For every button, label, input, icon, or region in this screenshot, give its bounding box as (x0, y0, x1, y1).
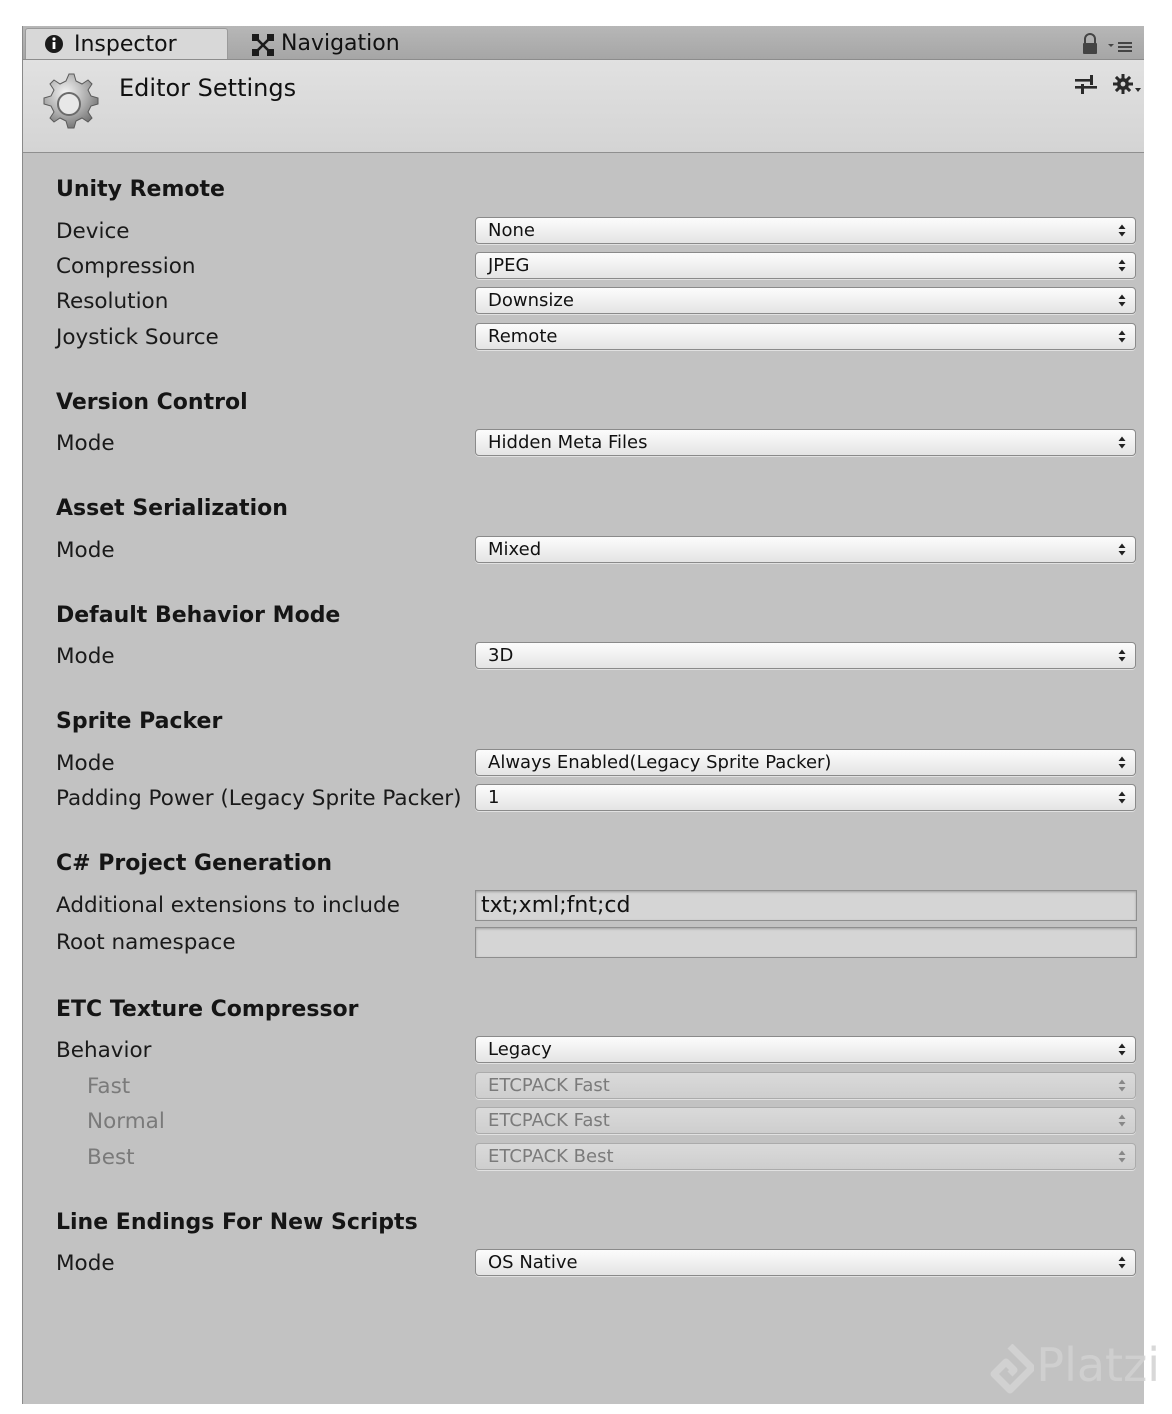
dropdown-arrows-icon (1118, 221, 1126, 240)
inspector-window (22, 26, 1144, 1404)
etc-normal-label: Normal (87, 1109, 165, 1134)
section-title-unity-remote: Unity Remote (56, 177, 225, 202)
etc-normal-dropdown (475, 1107, 1136, 1134)
root-namespace-label: Root namespace (56, 930, 236, 955)
etc-fast-label: Fast (87, 1074, 131, 1099)
preset-icon[interactable] (1073, 72, 1099, 102)
compression-value: JPEG (488, 255, 530, 276)
etc-best-label: Best (87, 1145, 135, 1170)
tab-menu-icon[interactable] (1108, 42, 1132, 52)
platzi-logo-icon (986, 1344, 1034, 1407)
dropdown-arrows-icon (1118, 788, 1126, 807)
tab-navigation-label: Navigation (281, 31, 400, 56)
sprite-packer-mode-label: Mode (56, 751, 115, 776)
dropdown-arrows-icon (1118, 1147, 1126, 1166)
dropdown-arrows-icon (1118, 646, 1126, 665)
dropdown-arrows-icon (1118, 1040, 1126, 1059)
line-endings-mode-dropdown[interactable] (475, 1249, 1136, 1276)
version-control-mode-label: Mode (56, 431, 115, 456)
etc-fast-value: ETCPACK Fast (488, 1075, 610, 1096)
tab-inspector-label: Inspector (74, 32, 177, 57)
dropdown-arrows-icon (1118, 327, 1126, 346)
editor-settings-gear-icon (35, 70, 103, 142)
dropdown-arrows-icon (1118, 1076, 1126, 1095)
dropdown-arrows-icon (1118, 433, 1126, 452)
resolution-dropdown[interactable] (475, 287, 1136, 314)
joystick-source-label: Joystick Source (56, 325, 219, 350)
additional-extensions-value: txt;xml;fnt;cd (481, 893, 631, 918)
asset-serialization-mode-dropdown[interactable] (475, 536, 1136, 563)
component-title: Editor Settings (119, 74, 297, 102)
etc-fast-dropdown (475, 1072, 1136, 1099)
version-control-mode-value: Hidden Meta Files (488, 432, 648, 453)
etc-normal-value: ETCPACK Fast (488, 1110, 610, 1131)
compression-label: Compression (56, 254, 196, 279)
sprite-packer-mode-value: Always Enabled(Legacy Sprite Packer) (488, 752, 832, 773)
lock-icon[interactable] (1083, 34, 1097, 54)
section-title-etc-texture-compressor: ETC Texture Compressor (56, 997, 359, 1022)
platzi-watermark (960, 1338, 1160, 1398)
device-label: Device (56, 219, 130, 244)
version-control-mode-dropdown[interactable] (475, 429, 1136, 456)
additional-extensions-field[interactable] (475, 890, 1137, 921)
compression-dropdown[interactable] (475, 252, 1136, 279)
joystick-source-value: Remote (488, 326, 558, 347)
etc-best-value: ETCPACK Best (488, 1146, 614, 1167)
asset-serialization-mode-label: Mode (56, 538, 115, 563)
section-title-sprite-packer: Sprite Packer (56, 709, 223, 734)
etc-behavior-label: Behavior (56, 1038, 152, 1063)
tab-inspector[interactable] (25, 28, 228, 59)
platzi-watermark-text: Platzi (1036, 1338, 1160, 1392)
default-behavior-mode-label: Mode (56, 644, 115, 669)
dropdown-arrows-icon (1118, 1253, 1126, 1272)
inspector-header (23, 60, 1144, 153)
sprite-packer-mode-dropdown[interactable] (475, 749, 1136, 776)
dropdown-arrows-icon (1118, 256, 1126, 275)
tab-tools (1078, 30, 1138, 58)
dropdown-arrows-icon (1118, 1111, 1126, 1130)
tab-navigation[interactable] (247, 28, 447, 59)
dropdown-arrows-icon (1118, 540, 1126, 559)
resolution-value: Downsize (488, 290, 574, 311)
asset-serialization-mode-value: Mixed (488, 539, 542, 560)
section-title-line-endings: Line Endings For New Scripts (56, 1210, 418, 1235)
dropdown-arrows-icon (1118, 753, 1126, 772)
section-title-version-control: Version Control (56, 390, 248, 415)
section-title-default-behavior-mode: Default Behavior Mode (56, 603, 341, 628)
device-value: None (488, 220, 535, 241)
settings-gear-icon[interactable] (1111, 72, 1143, 102)
section-title-asset-serialization: Asset Serialization (56, 496, 288, 521)
dropdown-arrows-icon (1118, 291, 1126, 310)
etc-behavior-value: Legacy (488, 1039, 552, 1060)
padding-power-value: 1 (488, 787, 500, 808)
padding-power-dropdown[interactable] (475, 784, 1136, 811)
padding-power-label: Padding Power (Legacy Sprite Packer) (56, 786, 462, 811)
line-endings-mode-label: Mode (56, 1251, 115, 1276)
section-title-csharp-project-generation: C# Project Generation (56, 851, 333, 876)
line-endings-mode-value: OS Native (488, 1252, 578, 1273)
resolution-label: Resolution (56, 289, 169, 314)
default-behavior-mode-value: 3D (488, 645, 514, 666)
root-namespace-field[interactable] (475, 927, 1137, 958)
additional-extensions-label: Additional extensions to include (56, 893, 400, 918)
tab-strip (23, 26, 1144, 60)
default-behavior-mode-dropdown[interactable] (475, 642, 1136, 669)
device-dropdown[interactable] (475, 217, 1136, 244)
etc-behavior-dropdown[interactable] (475, 1036, 1136, 1063)
joystick-source-dropdown[interactable] (475, 323, 1136, 350)
etc-best-dropdown (475, 1143, 1136, 1170)
